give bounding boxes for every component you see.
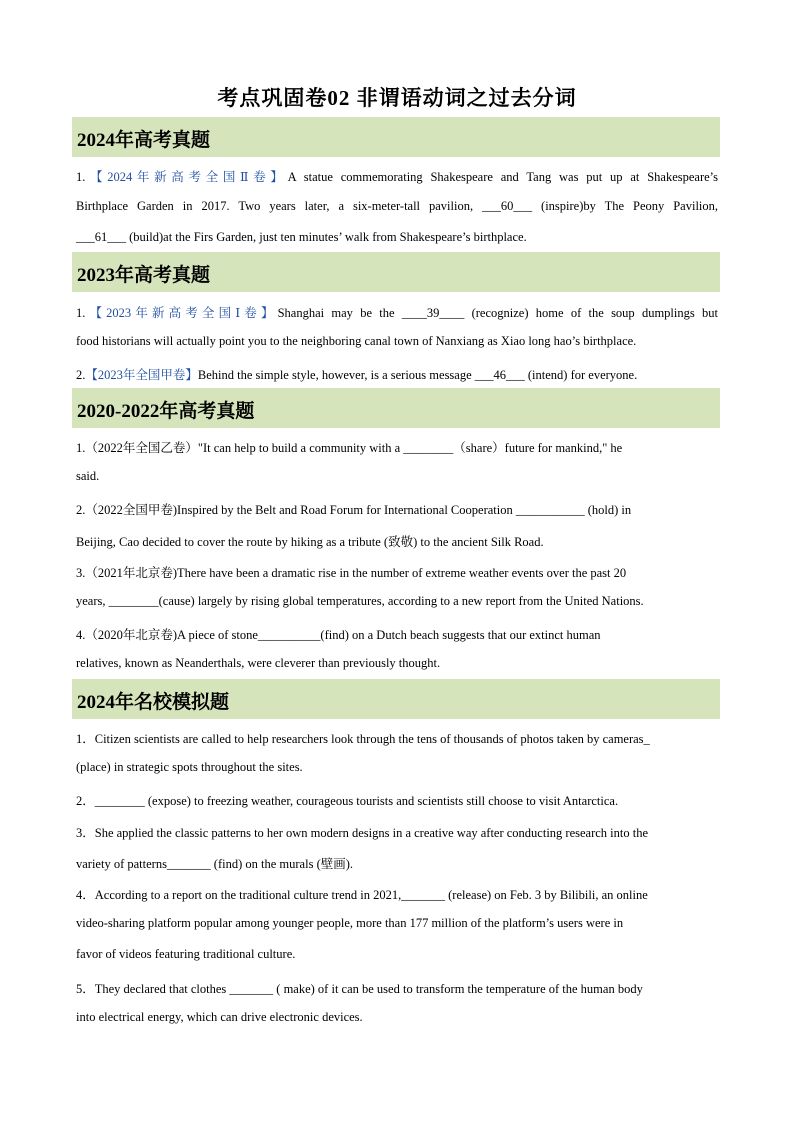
question-line: 4．According to a report on the traditional culture trend in 2021,_______ (release) on Feb. 3 by Bilibili, an online <box>76 888 648 902</box>
question-text: Birthplace Garden in 2017. Two years later, a six-meter-tall pavilion, <box>76 199 474 213</box>
question-text: Behind the simple style, however, is a serious message <box>197 368 472 382</box>
answer-blank-61: ___61___ <box>76 230 126 244</box>
section-heading: 2020-2022年高考真题 <box>77 401 255 422</box>
question-line: 1.（2022年全国乙卷）"It can help to build a community with a ________（share）future for mankind," he <box>76 441 623 455</box>
question-text: (recognize) home of the soup dumplings but <box>471 306 718 320</box>
answer-blank-46: ___46___ <box>474 368 525 382</box>
question-source: 【2024年新高考全国Ⅱ卷】 <box>85 170 288 184</box>
question-line: into electrical energy, which can drive electronic devices. <box>76 1010 363 1024</box>
question-line <box>76 334 718 349</box>
question-line: variety of patterns_______ (find) on the murals (壁画). <box>76 857 354 871</box>
question-source: 【2023年新高考全国Ⅰ卷】 <box>85 306 278 320</box>
question-line: video-sharing platform popular among younger people, more than 177 million of the platform’s users were in <box>76 916 624 930</box>
question-text: A statue commemorating Shakespeare and Tang was put up at Shakespeare’s <box>287 170 719 184</box>
question-number: 1. <box>76 306 86 320</box>
answer-blank-60: ___60___ <box>482 199 533 213</box>
question-line: years, ________(cause) largely by rising global temperatures, according to a new report from the United Nations. <box>76 594 644 608</box>
question-text: food historians will actually point you to the neighboring canal town of Nanxiang as Xiao long hao’s birthplace. <box>76 334 637 348</box>
question-line: 5．They declared that clothes _______ ( make) of it can be used to transform the temperature of the human body <box>76 982 643 996</box>
question-text: (intend) for everyone. <box>527 368 638 382</box>
section-header-2024-mock <box>72 679 720 719</box>
section-header-2020-2022-exam <box>72 388 720 428</box>
question-line: 3．She applied the classic patterns to her own modern designs in a creative way after conducting research into the <box>76 826 649 840</box>
section-header-2023-exam <box>72 252 720 292</box>
question-text: (inspire)by The Peony Pavilion, <box>541 199 719 213</box>
question-text: Shanghai may be the <box>277 306 395 320</box>
question-line: said. <box>76 469 100 483</box>
question-source: 【2023年全国甲卷】 <box>85 368 198 382</box>
question-line <box>76 230 718 245</box>
question-line <box>76 303 718 321</box>
question-line <box>76 167 718 185</box>
question-line: (place) in strategic spots throughout the sites. <box>76 760 303 774</box>
page-title: 考点巩固卷02 非谓语动词之过去分词 <box>217 86 577 110</box>
section-heading: 2024年名校模拟题 <box>77 692 230 713</box>
question-number: 2. <box>76 368 86 382</box>
section-heading: 2023年高考真题 <box>77 265 211 286</box>
question-line <box>76 199 718 214</box>
question-line: 3.（2021年北京卷)There have been a dramatic rise in the number of extreme weather events over the past 20 <box>76 566 627 580</box>
question-line: 2.（2022全国甲卷)Inspired by the Belt and Road Forum for International Cooperation ___________ (hold) in <box>76 503 632 517</box>
question-line: 2．________ (expose) to freezing weather, courageous tourists and scientists still choose to visit Antarctica. <box>76 794 619 808</box>
question-line: favor of videos featuring traditional culture. <box>76 947 296 961</box>
question-line: 4.（2020年北京卷)A piece of stone__________(find) on a Dutch beach suggests that our extinct human <box>76 628 601 642</box>
question-line: relatives, known as Neanderthals, were cleverer than previously thought. <box>76 656 441 670</box>
question-line: Beijing, Cao decided to cover the route by hiking as a tribute (致敬) to the ancient Silk Road. <box>76 535 544 549</box>
answer-blank-39: ____39____ <box>401 306 465 320</box>
question-number: 1. <box>76 170 86 184</box>
question-text: (build)at the Firs Garden, just ten minutes’ walk from Shakespeare’s birthplace. <box>129 230 527 244</box>
section-heading: 2024年高考真题 <box>77 130 211 151</box>
section-header-2024-exam <box>72 117 720 157</box>
question-line <box>76 365 718 383</box>
question-line: 1．Citizen scientists are called to help researchers look through the tens of thousands of photos taken by cameras_ <box>76 732 650 746</box>
